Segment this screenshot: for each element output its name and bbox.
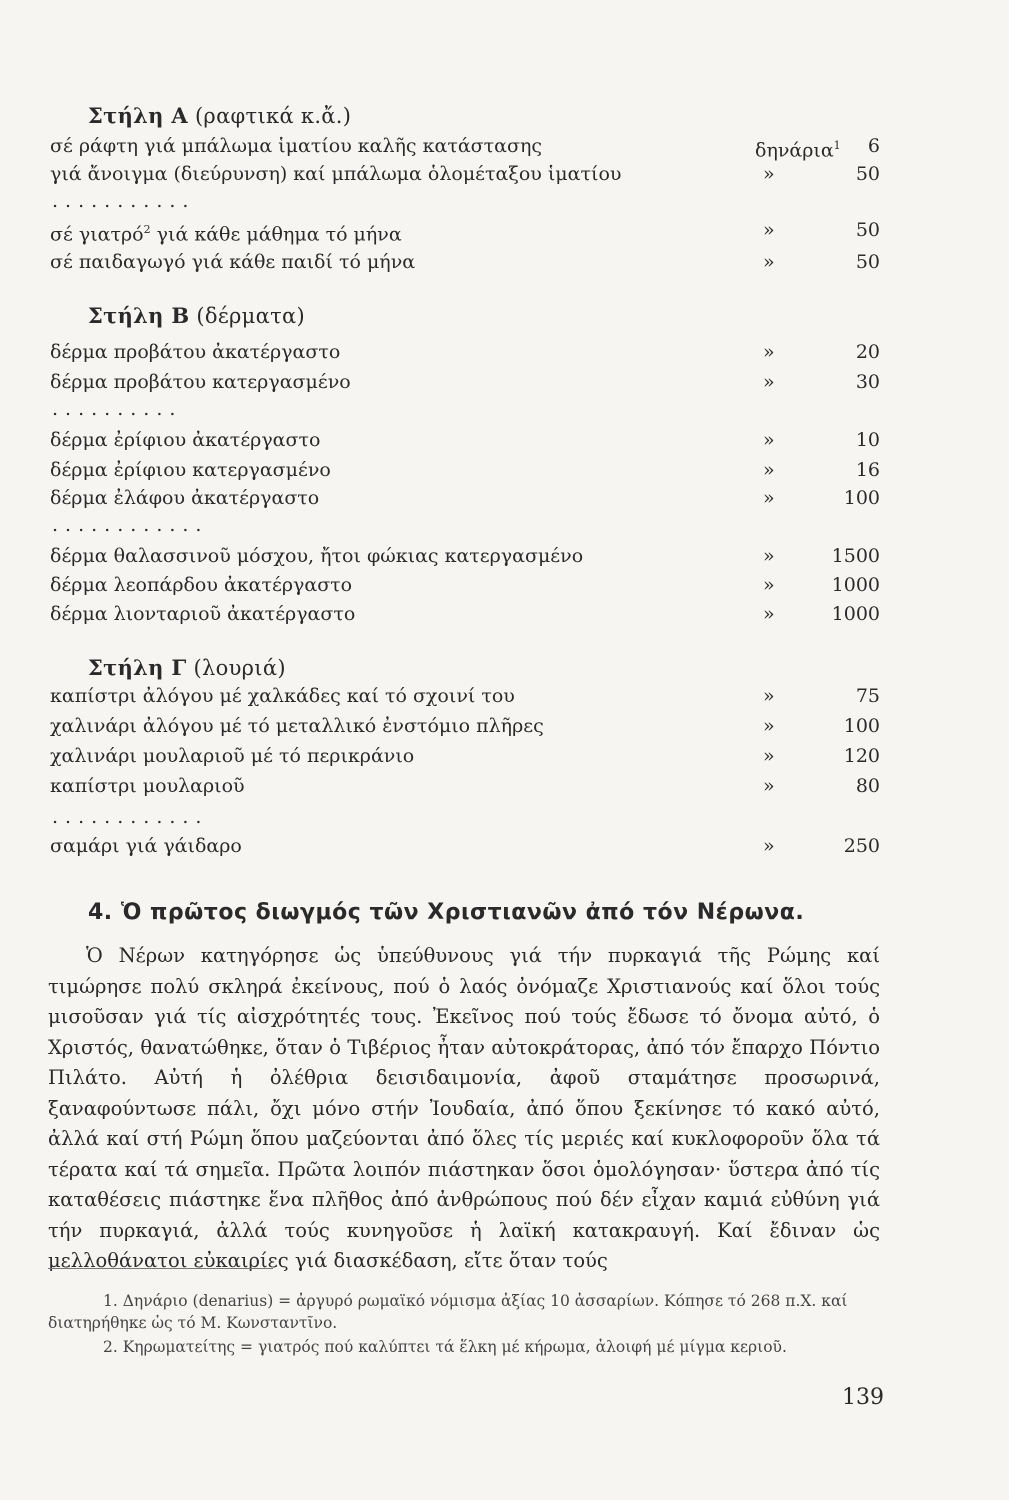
item-description: δέρμα λιονταριοῦ ἀκατέργαστο: [50, 603, 356, 625]
section-title: Ὁ πρῶτος διωγμός τῶν Χριστιανῶν ἀπό τόν Νέρωνα.: [120, 900, 805, 925]
item-description: χαλινάρι ἀλόγου μέ τό μεταλλικό ἐνστόμιο πλῆρες: [50, 715, 544, 737]
page-number: 139: [842, 1385, 884, 1410]
item-description: δέρμα ἐρίφιου κατεργασμένο: [50, 459, 331, 481]
column-a-title: Στήλη Α: [88, 103, 188, 128]
item-price: 6: [867, 135, 880, 157]
item-description: χαλινάρι μουλαριοῦ μέ τό περικράνιο: [50, 745, 415, 767]
column-b-heading: [88, 303, 305, 328]
price-row: [50, 772, 880, 800]
item-description: δέρμα θαλασσινοῦ μόσχου, ἤτοι φώκιας κατεργασμένο: [50, 545, 584, 567]
price-row: [50, 712, 880, 740]
price-row: [50, 426, 880, 454]
item-description: δέρμα προβάτου κατεργασμένο: [50, 371, 351, 393]
omission-dots: ...........: [52, 190, 196, 212]
omission-dots: ............: [52, 806, 209, 828]
ditto-mark: »: [763, 745, 775, 767]
price-row: [50, 832, 880, 860]
column-c-heading: [88, 655, 286, 680]
item-description: δέρμα προβάτου ἀκατέργαστο: [50, 341, 341, 363]
item-price: 1500: [831, 545, 880, 567]
item-price: 10: [855, 429, 880, 451]
ditto-mark: »: [763, 603, 775, 625]
item-price: 30: [855, 371, 880, 393]
ditto-mark: »: [763, 574, 775, 596]
item-description: δέρμα ἐρίφιου ἀκατέργαστο: [50, 429, 321, 451]
item-description: δέρμα λεοπάρδου ἀκατέργαστο: [50, 574, 353, 596]
price-row: [50, 456, 880, 484]
footnote-ref: 1: [833, 139, 841, 152]
footnote-ref: 2: [143, 223, 151, 236]
price-row: [50, 682, 880, 710]
price-row: [50, 600, 880, 628]
column-a-heading: [88, 103, 351, 128]
footnote-divider: [48, 1268, 273, 1269]
paragraph-text: Ὁ Νέρων κατηγόρησε ὡς ὑπεύθυνους γιά τήν πυρκαγιά τῆς Ρώμης καί τιμώρησε πολύ σκληρά ἐκείνους, πού ὁ λαός ὀνόμαζε Χριστιανούς καί ὅλοι τούς μισοῦσαν γιά τίς αἰσχρότητές τους. Ἐκεῖνος πού τούς ἔδωσε τό ὄνομα αὐτό, ὁ Χριστός, θανατώθηκε, ὅταν ὁ Τιβέριος ἦταν αὐτοκράτορας, ἀπό τόν ἔπαρχο Πόντιο Πιλάτο. Αὐτή ἡ ὀλέθρια δεισιδαιμονία, ἀφοῦ σταμάτησε προσωρινά, ξαναφούντωσε πάλι, ὄχι μόνο στήν Ἰουδαία, ἀπό ὅπου ξεκίνησε τό κακό αὐτό, ἀλλά καί στή Ρώμη ὅπου μαζεύονται ἀπό ὅλες τίς μεριές καί κυκλοφοροῦν ὅλα τά τέρατα καί τά σημεῖα. Πρῶτα λοιπόν πιάστηκαν ὅσοι ὁμολόγησαν· ὕστερα ἀπό τίς καταθέσεις πιάστηκε ἕνα πλῆθος ἀπό ἀνθρώπους πού δέν εἶχαν καμιά εὐθύνη γιά τήν πυρκαγιά, ἀλλά τούς κυνηγοῦσε ἡ λαϊκή κατακραυγή. Καί ἔδιναν ὡς μελλοθάνατοι εὐκαιρίες γιά διασκέδαση, εἴτε ὅταν τούς: [48, 944, 880, 1272]
item-price: 80: [855, 775, 880, 797]
item-price: 1000: [831, 574, 880, 596]
item-description: σέ παιδαγωγό γιά κάθε παιδί τό μήνα: [50, 251, 416, 273]
ditto-mark: »: [763, 219, 775, 241]
item-price: 75: [855, 685, 880, 707]
section-number: 4.: [88, 900, 113, 925]
price-row: [50, 742, 880, 770]
ditto-mark: »: [763, 545, 775, 567]
footnote-1: 1. Δηνάριο (denarius) = ἀργυρό ρωμαϊκό νόμισμα ἀξίας 10 ἀσσαρίων. Κόπησε τό 268 π.Χ. καί διατηρήθηκε ὡς τό Μ. Κωνσταντῖνο.: [48, 1292, 848, 1332]
column-c-subtitle: (λουριά): [193, 656, 286, 680]
item-price: 50: [855, 251, 880, 273]
item-price: 50: [855, 219, 880, 241]
ditto-mark: »: [763, 835, 775, 857]
item-price: 100: [843, 487, 880, 509]
item-price: 50: [855, 163, 880, 185]
item-text: σέ γιατρό: [50, 223, 144, 246]
item-description: καπίστρι μουλαριοῦ: [50, 775, 245, 797]
item-description: δέρμα ἐλάφου ἀκατέργαστο: [50, 487, 320, 509]
unit-label: δηνάρια: [755, 139, 834, 162]
price-row: [50, 484, 880, 512]
ditto-mark: »: [763, 685, 775, 707]
ditto-mark: »: [763, 487, 775, 509]
item-price: 250: [843, 835, 880, 857]
item-description: σέ ράφτη γιά μπάλωμα ἱματίου καλῆς κατάστασης: [50, 135, 542, 157]
omission-dots: ............: [52, 514, 209, 536]
price-row: [50, 132, 880, 160]
column-b-subtitle: (δέρματα): [196, 304, 305, 328]
price-row: [50, 160, 880, 188]
ditto-mark: »: [763, 775, 775, 797]
column-c-title: Στήλη Γ: [88, 655, 187, 680]
item-price: 120: [843, 745, 880, 767]
item-description: [50, 216, 402, 248]
ditto-mark: »: [763, 429, 775, 451]
column-b-title: Στήλη Β: [88, 303, 190, 328]
ditto-mark: »: [763, 163, 775, 185]
item-price: 20: [855, 341, 880, 363]
item-description: γιά ἄνοιγμα (διεύρυνση) καί μπάλωμα ὁλομέταξου ἱματίου: [50, 163, 622, 185]
price-row: [50, 368, 880, 396]
price-row: [50, 216, 880, 244]
omission-dots: ..........: [52, 398, 183, 420]
price-row: [50, 542, 880, 570]
body-paragraph: [48, 941, 880, 1277]
item-price: 16: [855, 459, 880, 481]
item-price: 100: [843, 715, 880, 737]
ditto-mark: »: [763, 341, 775, 363]
item-description: σαμάρι γιά γάιδαρο: [50, 835, 242, 857]
ditto-mark: »: [763, 715, 775, 737]
price-row: [50, 248, 880, 276]
footnote-2: 2. Κηρωματείτης = γιατρός πού καλύπτει τά ἕλκη μέ κήρωμα, ἀλοιφή μέ μίγμα κεριοῦ.: [103, 1338, 787, 1356]
price-row: [50, 338, 880, 366]
ditto-mark: »: [763, 459, 775, 481]
item-price: 1000: [831, 603, 880, 625]
section-heading: [88, 900, 804, 925]
price-row: [50, 571, 880, 599]
column-a-subtitle: (ραφτικά κ.ἄ.): [194, 104, 352, 128]
item-description: καπίστρι ἀλόγου μέ χαλκάδες καί τό σχοινί του: [50, 685, 515, 707]
ditto-mark: »: [763, 251, 775, 273]
ditto-mark: »: [763, 371, 775, 393]
item-text: γιά κάθε μάθημα τό μήνα: [150, 223, 402, 246]
